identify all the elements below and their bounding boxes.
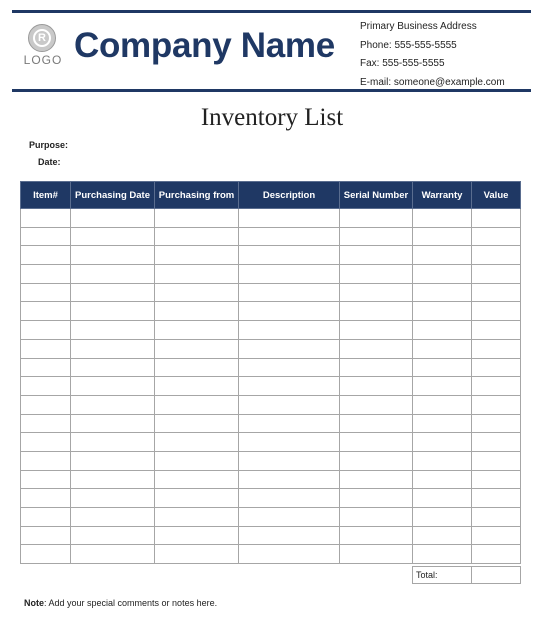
table-cell[interactable]: [413, 209, 472, 228]
table-cell[interactable]: [239, 227, 340, 246]
column-header-description: Description: [239, 182, 340, 209]
table-cell[interactable]: [340, 227, 413, 246]
table-cell[interactable]: [155, 321, 239, 340]
table-cell[interactable]: [155, 508, 239, 527]
table-cell[interactable]: [472, 545, 521, 564]
table-cell[interactable]: [340, 545, 413, 564]
table-row: [21, 209, 521, 228]
table-cell[interactable]: [413, 246, 472, 265]
table-cell[interactable]: [21, 395, 71, 414]
date-label: Date:: [38, 157, 61, 167]
table-row: [21, 470, 521, 489]
table-cell[interactable]: [71, 246, 155, 265]
note-text: : Add your special comments or notes here.: [44, 598, 218, 608]
table-cell[interactable]: [71, 377, 155, 396]
table-row: [21, 283, 521, 302]
table-header-row: [21, 182, 521, 209]
column-header-purchasing-from: Purchasing from: [155, 182, 239, 209]
table-cell[interactable]: [21, 246, 71, 265]
header-top-rule: [12, 10, 531, 13]
table-cell[interactable]: [239, 489, 340, 508]
table-cell[interactable]: [71, 545, 155, 564]
table-cell[interactable]: [472, 265, 521, 284]
table-row: [21, 433, 521, 452]
column-header-purchasing-date: Purchasing Date: [71, 182, 155, 209]
table-cell[interactable]: [21, 470, 71, 489]
table-cell[interactable]: [413, 339, 472, 358]
table-cell[interactable]: [413, 321, 472, 340]
table-cell[interactable]: [340, 489, 413, 508]
table-cell[interactable]: [21, 358, 71, 377]
table-body: [21, 209, 521, 564]
table-cell[interactable]: [340, 451, 413, 470]
table-cell[interactable]: [71, 470, 155, 489]
table-cell[interactable]: [21, 227, 71, 246]
table-cell[interactable]: [340, 395, 413, 414]
table-cell[interactable]: [239, 395, 340, 414]
company-logo: [22, 24, 64, 68]
table-cell[interactable]: [340, 302, 413, 321]
table-cell[interactable]: [472, 395, 521, 414]
table-cell[interactable]: [413, 377, 472, 396]
table-row: [21, 545, 521, 564]
table-cell[interactable]: [413, 451, 472, 470]
table-row: [21, 358, 521, 377]
table-cell[interactable]: [21, 209, 71, 228]
table-cell[interactable]: [21, 433, 71, 452]
table-cell[interactable]: [71, 358, 155, 377]
table-row: [21, 265, 521, 284]
contact-block: [360, 18, 505, 92]
purpose-label: Purpose:: [29, 140, 69, 150]
table-cell[interactable]: [71, 526, 155, 545]
table-cell[interactable]: [21, 265, 71, 284]
table-cell[interactable]: [71, 283, 155, 302]
table-cell[interactable]: [71, 414, 155, 433]
inventory-table: [20, 181, 521, 564]
contact-email: E-mail: someone@example.com: [360, 76, 505, 88]
table-row: [21, 227, 521, 246]
table-cell[interactable]: [71, 451, 155, 470]
table-cell[interactable]: [239, 526, 340, 545]
contact-address: Primary Business Address: [360, 21, 477, 32]
table-cell[interactable]: [340, 321, 413, 340]
table-cell[interactable]: [413, 489, 472, 508]
table-cell[interactable]: [413, 414, 472, 433]
table-cell[interactable]: [413, 433, 472, 452]
table-cell[interactable]: [239, 302, 340, 321]
table-cell[interactable]: [21, 321, 71, 340]
table-cell[interactable]: [155, 451, 239, 470]
document-title: Inventory List: [200, 104, 344, 131]
total-table: [412, 566, 521, 584]
table-cell[interactable]: [340, 433, 413, 452]
table-cell[interactable]: [155, 246, 239, 265]
table-cell[interactable]: [472, 283, 521, 302]
table-cell[interactable]: [472, 302, 521, 321]
table-cell[interactable]: [472, 358, 521, 377]
table-cell[interactable]: [340, 283, 413, 302]
contact-phone: Phone: 555-555-5555: [360, 39, 457, 51]
table-cell[interactable]: [239, 545, 340, 564]
table-cell[interactable]: [472, 489, 521, 508]
table-cell[interactable]: [340, 358, 413, 377]
table-cell[interactable]: [155, 526, 239, 545]
table-row: [21, 377, 521, 396]
table-row: [21, 302, 521, 321]
table-cell[interactable]: [413, 470, 472, 489]
table-cell[interactable]: [239, 339, 340, 358]
table-cell[interactable]: [413, 227, 472, 246]
table-row: [21, 321, 521, 340]
table-cell[interactable]: [155, 302, 239, 321]
table-cell[interactable]: [155, 339, 239, 358]
table-cell[interactable]: [239, 433, 340, 452]
company-name: Company Name: [74, 26, 335, 65]
header-bottom-rule: [12, 89, 531, 92]
table-cell[interactable]: [21, 508, 71, 527]
total-value-cell[interactable]: [472, 567, 521, 584]
table-cell[interactable]: [340, 209, 413, 228]
table-cell[interactable]: [155, 265, 239, 284]
table-cell[interactable]: [472, 321, 521, 340]
table-row: [21, 508, 521, 527]
table-cell[interactable]: [71, 339, 155, 358]
table-cell[interactable]: [472, 339, 521, 358]
table-cell[interactable]: [413, 358, 472, 377]
table-cell[interactable]: [155, 545, 239, 564]
table-cell[interactable]: [472, 470, 521, 489]
table-cell[interactable]: [71, 395, 155, 414]
logo-text: LOGO: [23, 53, 63, 67]
table-cell[interactable]: [21, 545, 71, 564]
column-header-serial-number: Serial Number: [340, 182, 413, 209]
table-cell[interactable]: [71, 489, 155, 508]
table-cell[interactable]: [413, 508, 472, 527]
table-cell[interactable]: [413, 526, 472, 545]
table-cell[interactable]: [21, 377, 71, 396]
table-cell[interactable]: [21, 283, 71, 302]
table-row: [21, 246, 521, 265]
table-cell[interactable]: [239, 414, 340, 433]
table-cell[interactable]: [340, 414, 413, 433]
table-cell[interactable]: [239, 283, 340, 302]
table-cell[interactable]: [239, 508, 340, 527]
column-header-value: Value: [472, 182, 521, 209]
table-cell[interactable]: [472, 526, 521, 545]
table-cell[interactable]: [472, 227, 521, 246]
table-cell[interactable]: [413, 395, 472, 414]
table-cell[interactable]: [239, 209, 340, 228]
table-cell[interactable]: [21, 302, 71, 321]
table-cell[interactable]: [21, 414, 71, 433]
table-cell[interactable]: [71, 433, 155, 452]
table-cell[interactable]: [239, 470, 340, 489]
total-label: Total:: [413, 567, 472, 584]
logo-mark: R: [38, 32, 46, 44]
table-cell[interactable]: [155, 489, 239, 508]
table-cell[interactable]: [472, 451, 521, 470]
table-row: [21, 489, 521, 508]
table-cell[interactable]: [413, 302, 472, 321]
table-cell[interactable]: [155, 470, 239, 489]
table-cell[interactable]: [239, 321, 340, 340]
table-cell[interactable]: [21, 451, 71, 470]
table-row: [21, 395, 521, 414]
table-cell[interactable]: [472, 414, 521, 433]
table-cell[interactable]: [21, 339, 71, 358]
table-cell[interactable]: [413, 283, 472, 302]
table-row: [21, 526, 521, 545]
table-cell[interactable]: [21, 489, 71, 508]
table-cell[interactable]: [21, 526, 71, 545]
table-cell[interactable]: [239, 358, 340, 377]
table-row: [21, 339, 521, 358]
table-cell[interactable]: [472, 508, 521, 527]
table-cell[interactable]: [155, 395, 239, 414]
table-cell[interactable]: [413, 545, 472, 564]
table-cell[interactable]: [71, 227, 155, 246]
table-cell[interactable]: [340, 508, 413, 527]
table-cell[interactable]: [155, 414, 239, 433]
table-cell[interactable]: [472, 433, 521, 452]
note-label: Note: [24, 598, 44, 608]
table-cell[interactable]: [155, 377, 239, 396]
table-cell[interactable]: [71, 508, 155, 527]
table-cell[interactable]: [340, 246, 413, 265]
table-cell[interactable]: [340, 339, 413, 358]
table-cell[interactable]: [340, 470, 413, 489]
column-header-item: Item#: [21, 182, 71, 209]
table-cell[interactable]: [472, 377, 521, 396]
total-row: [413, 567, 521, 584]
table-cell[interactable]: [155, 283, 239, 302]
table-cell[interactable]: [71, 302, 155, 321]
footer-note: [24, 598, 217, 608]
table-cell[interactable]: [239, 246, 340, 265]
table-cell[interactable]: [155, 227, 239, 246]
column-header-warranty: Warranty: [413, 182, 472, 209]
table-cell[interactable]: [239, 265, 340, 284]
contact-fax: Fax: 555-555-5555: [360, 58, 445, 69]
table-row: [21, 414, 521, 433]
table-cell[interactable]: [340, 526, 413, 545]
table-cell[interactable]: [155, 433, 239, 452]
table-row: [21, 451, 521, 470]
table-cell[interactable]: [413, 265, 472, 284]
table-cell[interactable]: [155, 209, 239, 228]
table-cell[interactable]: [155, 358, 239, 377]
table-cell[interactable]: [340, 377, 413, 396]
table-cell[interactable]: [239, 451, 340, 470]
table-cell[interactable]: [239, 377, 340, 396]
table-cell[interactable]: [71, 265, 155, 284]
table-cell[interactable]: [340, 265, 413, 284]
table-cell[interactable]: [472, 209, 521, 228]
table-cell[interactable]: [71, 321, 155, 340]
table-cell[interactable]: [472, 246, 521, 265]
table-cell[interactable]: [71, 209, 155, 228]
